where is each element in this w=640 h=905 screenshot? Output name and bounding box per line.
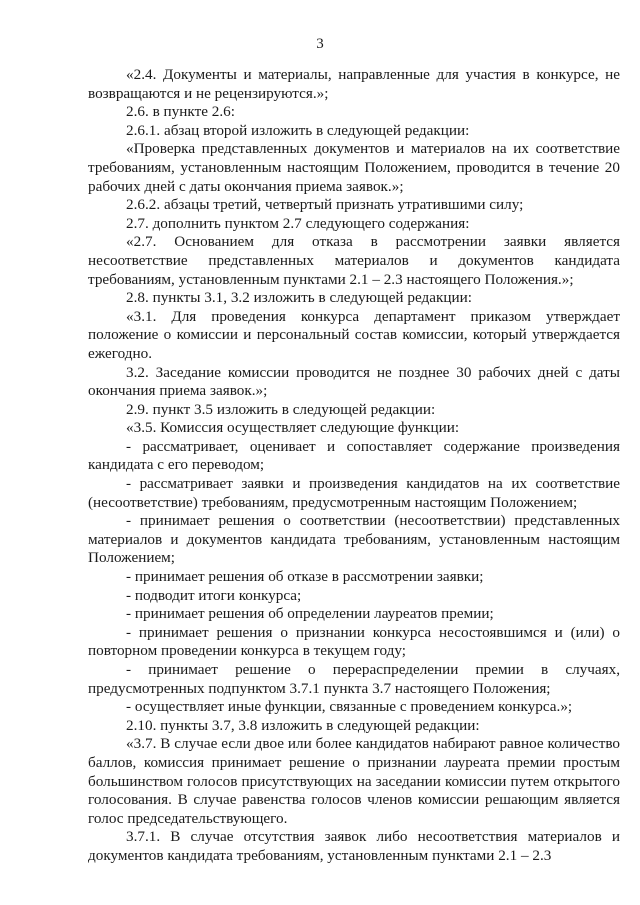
- list-item: - принимает решения об определении лауреатов премии;: [126, 605, 494, 623]
- document-body: [88, 66, 620, 866]
- paragraph: «3.1. Для проведения конкурса департамент приказом утверждает положение о комиссии и персональный состав комиссии, который утверждается ежегодно.: [88, 307, 620, 362]
- paragraph: «Проверка представленных документов и материалов на их соответствие требованиям, установленным настоящим Положением, проводится в течение 20 рабочих дней с даты окончания приема заявок.»;: [88, 140, 620, 195]
- paragraph: «3.7. В случае если двое или более кандидатов набирают равное количество баллов, комиссия принимает решение о признании лауреата премии простым большинством голосов присутствующих на заседании комиссии путем открытого голосования. В случае равенства голосов членов комиссии решающим является голос председательствующего.: [88, 735, 620, 827]
- paragraph: 2.9. пункт 3.5 изложить в следующей редакции:: [126, 400, 436, 418]
- list-item: - принимает решение о перераспределении премии в случаях, предусмотренных подпунктом 3.7.1 пункта 3.7 настоящего Положения;: [88, 661, 620, 697]
- paragraph: 3.2. Заседание комиссии проводится не позднее 30 рабочих дней с даты окончания приема заявок.»;: [88, 363, 620, 400]
- paragraph: 2.8. пункты 3.1, 3.2 изложить в следующей редакции:: [126, 289, 472, 307]
- list-item: - рассматривает, оценивает и сопоставляет содержание произведения кандидата с его переводом;: [88, 437, 620, 474]
- list-item: - подводит итоги конкурса;: [126, 586, 302, 604]
- paragraph: 2.7. дополнить пунктом 2.7 следующего содержания:: [126, 214, 470, 232]
- paragraph: «2.7. Основанием для отказа в рассмотрении заявки является несоответствие представленных материалов и документов кандидата требованиям, установленным пунктами 2.1 – 2.3 настоящего Положения.»;: [88, 233, 620, 288]
- paragraph: «2.4. Документы и материалы, направленные для участия в конкурсе, не возвращаются и не рецензируются.»;: [88, 66, 620, 102]
- list-item: - рассматривает заявки и произведения кандидатов на их соответствие (несоответствие) требованиям, предусмотренным настоящим Положением;: [88, 475, 620, 511]
- paragraph: 3.7.1. В случае отсутствия заявок либо несоответствия материалов и документов кандидата требованиям, установленным пунктами 2.1 – 2.3: [88, 828, 620, 864]
- paragraph: «3.5. Комиссия осуществляет следующие функции:: [126, 419, 460, 437]
- paragraph: 2.10. пункты 3.7, 3.8 изложить в следующей редакции:: [126, 716, 480, 734]
- list-item: - принимает решения о соответствии (несоответствии) представленных материалов и документов кандидата требованиям, установленным настоящим Положением;: [88, 512, 620, 567]
- page-number: 3: [316, 36, 324, 52]
- paragraph: 2.6.1. абзац второй изложить в следующей редакции:: [126, 121, 470, 139]
- paragraph: 2.6. в пункте 2.6:: [126, 103, 235, 121]
- paragraph: 2.6.2. абзацы третий, четвертый признать утратившими силу;: [126, 196, 524, 214]
- list-item: - принимает решения об отказе в рассмотрении заявки;: [126, 568, 484, 586]
- list-item: - осуществляет иные функции, связанные с проведением конкурса.»;: [126, 698, 573, 716]
- list-item: - принимает решения о признании конкурса несостоявшимся и (или) о повторном проведении конкурса в текущем году;: [88, 623, 620, 660]
